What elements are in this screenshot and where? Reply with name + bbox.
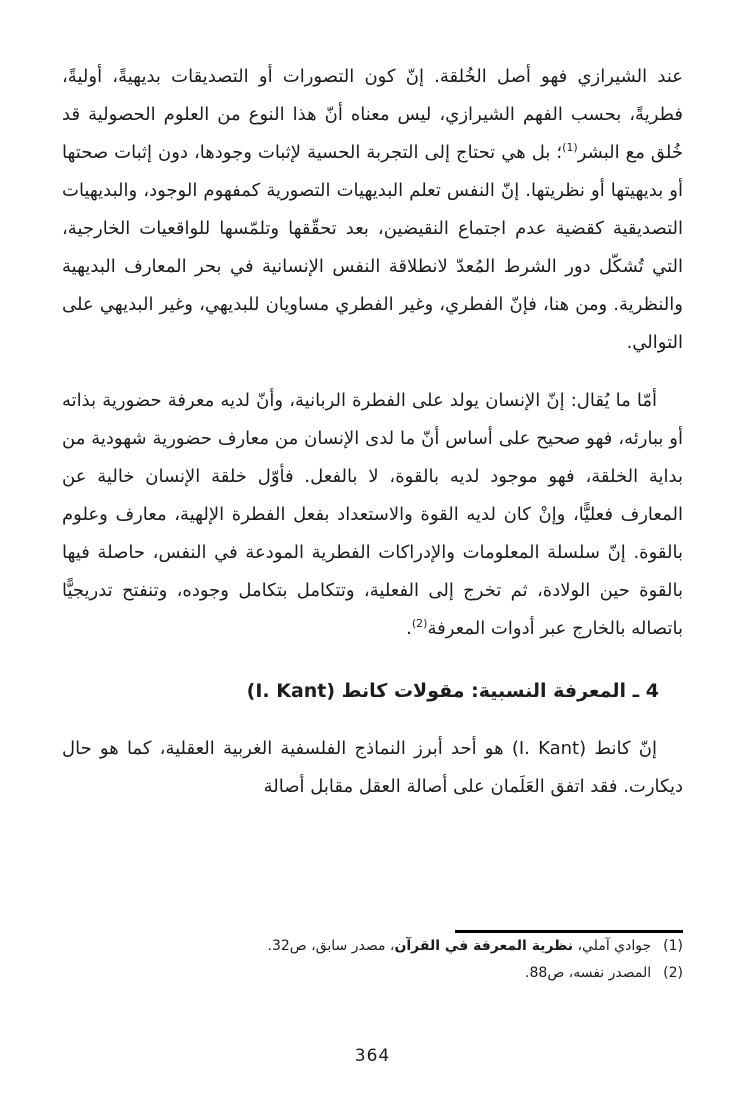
footnote-marker: (2): [663, 965, 683, 981]
section-heading: 4 ـ المعرفة النسبية: مقولات كانط (I. Kant): [246, 680, 659, 702]
footnote-text: المصدر نفسه، ص88.: [525, 965, 652, 981]
footnote-marker: (1): [663, 938, 683, 954]
paragraph-text: ؛ بل هي تحتاج إلى التجربة الحسية لإثبات وجودها، دون إثبات صحتها أو بديهيتها أو نظريتها. إنّ النفس تعلم البديهيات التصورية كمفهوم الوجود، والبديهيات التصديقية كقضية عدم اجتماع النقيضين، بعد تحقّقها وتلمّسها للواقعيات الخارجية، التي تُشكّل دور الشرط المُعدّ لانطلاقة النفس الإنسانية في بحر المعارف البديهية والنظرية. ومن هنا، فإنّ الفطري، وغير الفطري مساويان للبديهي، وغير البديهي على التوالي.: [62, 142, 683, 353]
footnote-1: [62, 933, 683, 960]
paragraph-text: .: [406, 618, 412, 639]
page-number: 364: [354, 1046, 391, 1066]
body-paragraph-2: [62, 382, 683, 648]
paragraph-text: أمّا ما يُقال: إنّ الإنسان يولد على الفطرة الربانية، وأنّ لديه معرفة حضورية بذاته أو ببارئه، فهو صحيح على أساس أنّ ما لدى الإنسان من معارف حضورية شهودية من بداية الخلقة، فهو موجود لديه بالقوة، لا بالفعل. فأوّل خلقة الإنسان خالية عن المعارف فعليًّا، وإنْ كان لديه القوة والاستعداد بفعل الفطرة الإلهية، معارف وعلوم بالقوة. إنّ سلسلة المعلومات والإدراكات الفطرية المودعة في النفس، حاصلة فيها بالقوة حين الولادة، ثم تخرج إلى الفعلية، وتتكامل بتكامل وجوده، وتنفتح تدريجيًّا باتصاله بالخارج عبر أدوات المعرفة: [62, 390, 683, 639]
book-title: نظرية المعرفة في القرآن: [394, 938, 574, 954]
footnote-2: [62, 960, 683, 987]
footnote-text: ، مصدر سابق، ص32.: [267, 938, 395, 954]
paragraph-text: عند الشيرازي فهو أصل الخُلقة. إنّ كون التصورات أو التصديقات بديهيةً، أوليةً، فطريةً، بحسب الفهم الشيرازي، ليس معناه أنّ هذا النوع من العلوم الحصولية قد خُلق مع البشر: [62, 66, 683, 163]
footnote-text: جوادي آملي،: [573, 938, 652, 954]
footnote-ref-2: (2): [411, 617, 428, 630]
page-text-block: [62, 58, 683, 806]
footnote-area: [62, 930, 683, 987]
footnote-ref-1: (1): [562, 141, 578, 154]
body-paragraph-1: [62, 58, 683, 362]
body-paragraph-3: إنّ كانط (I. Kant) هو أحد أبرز النماذج الفلسفية الغربية العقلية، كما هو حال ديكارت. فقد اتفق العَلَمان على أصالة العقل مقابل أصالة: [62, 738, 683, 797]
